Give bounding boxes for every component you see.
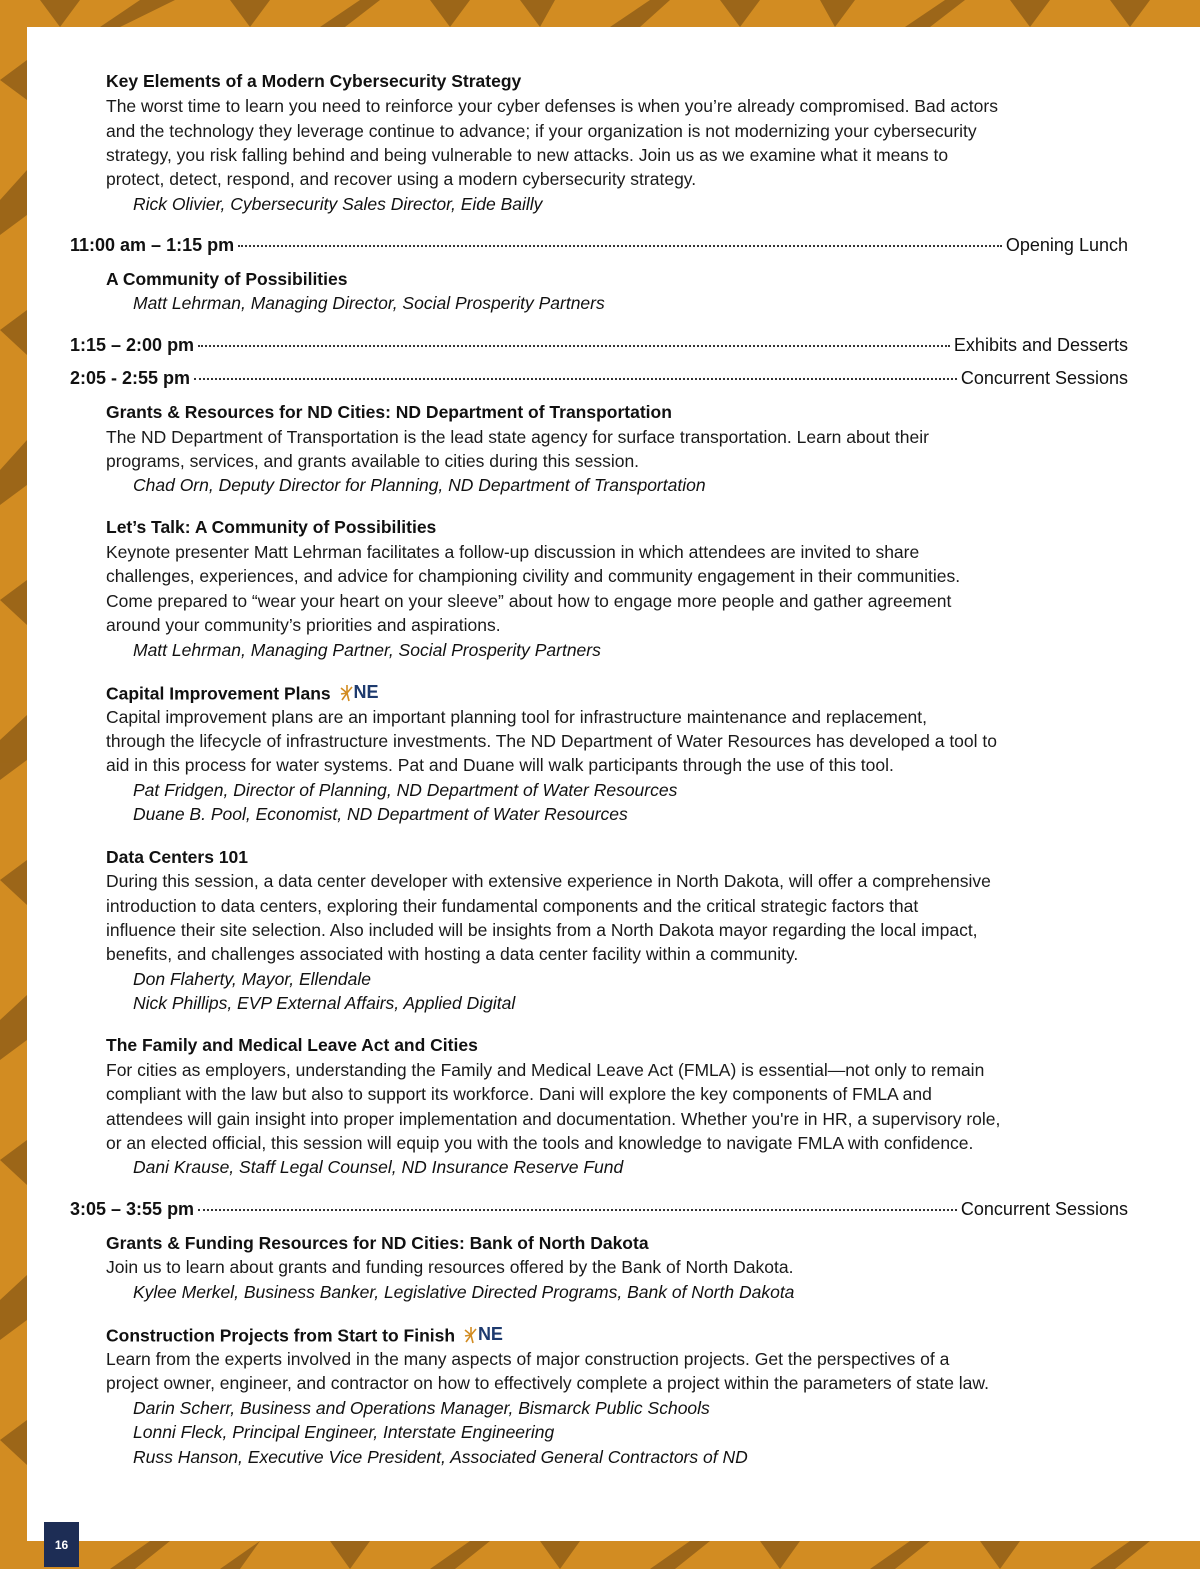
session-description-line: Learn from the experts involved in the many aspects of major construction projects. Get the perspectives of a	[106, 1349, 950, 1369]
session-title-row	[106, 1324, 503, 1347]
session-description-line: compliant with the law but also to support its workforce. Dani will explore the key components of FMLA and	[106, 1084, 932, 1104]
session-speaker: Matt Lehrman, Managing Partner, Social Prosperity Partners	[133, 640, 601, 660]
session-title: Grants & Funding Resources for ND Cities: Bank of North Dakota	[106, 1233, 649, 1253]
session-description-line: The ND Department of Transportation is the lead state agency for surface transportation. Learn about their	[106, 427, 929, 447]
page-number: 16	[44, 1522, 79, 1567]
schedule-time-row	[70, 368, 1128, 392]
session-description-line: project owner, engineer, and contractor on how to effectively complete a project within the parameters of state law.	[106, 1373, 989, 1393]
ne-badge	[340, 682, 379, 703]
session-description-line: benefits, and challenges associated with hosting a data center facility within a community.	[106, 944, 799, 964]
dot-leader	[198, 1209, 957, 1211]
session-speaker: Dani Krause, Staff Legal Counsel, ND Insurance Reserve Fund	[133, 1157, 624, 1177]
session-description-line: aid in this process for water systems. Pat and Duane will walk participants through the use of this tool.	[106, 755, 894, 775]
session-speaker: Chad Orn, Deputy Director for Planning, ND Department of Transportation	[133, 475, 706, 495]
session-speaker: Lonni Fleck, Principal Engineer, Interstate Engineering	[133, 1422, 555, 1442]
session-speaker: Matt Lehrman, Managing Director, Social Prosperity Partners	[133, 293, 605, 313]
session-description-line: programs, services, and grants available to cities during this session.	[106, 451, 640, 471]
sunburst-icon	[340, 684, 354, 702]
program-page	[27, 27, 1200, 1541]
session-description-line: around your community’s priorities and aspirations.	[106, 615, 501, 635]
session-speaker: Pat Fridgen, Director of Planning, ND Department of Water Resources	[133, 780, 678, 800]
session-description-line: For cities as employers, understanding the Family and Medical Leave Act (FMLA) is essential—not only to remain	[106, 1060, 985, 1080]
session-speaker: Duane B. Pool, Economist, ND Department of Water Resources	[133, 804, 628, 824]
session-speaker: Kylee Merkel, Business Banker, Legislative Directed Programs, Bank of North Dakota	[133, 1282, 795, 1302]
session-description-line: Come prepared to “wear your heart on your sleeve” about how to engage more people and gather agreement	[106, 591, 952, 611]
session-title: A Community of Possibilities	[106, 269, 348, 289]
session-description-line: influence their site selection. Also included will be insights from a North Dakota mayor regarding the local impact,	[106, 920, 978, 940]
session-description-line: Capital improvement plans are an important planning tool for infrastructure maintenance and replacement,	[106, 707, 928, 727]
session-speaker: Russ Hanson, Executive Vice President, Associated General Contractors of ND	[133, 1447, 748, 1467]
session-title: Key Elements of a Modern Cybersecurity Strategy	[106, 71, 522, 91]
schedule-time-row	[70, 1199, 1128, 1223]
session-description-line: through the lifecycle of infrastructure investments. The ND Department of Water Resources has developed a tool to	[106, 731, 997, 751]
time-slot-label: Concurrent Sessions	[960, 1199, 1128, 1219]
dot-leader	[198, 345, 950, 347]
session-title: Grants & Resources for ND Cities: ND Department of Transportation	[106, 402, 672, 422]
time-slot: 2:05 - 2:55 pm	[70, 368, 191, 388]
ne-badge-text: NE	[353, 682, 379, 702]
dot-leader	[194, 378, 957, 380]
time-slot: 11:00 am – 1:15 pm	[70, 235, 235, 255]
time-slot-label: Exhibits and Desserts	[953, 335, 1128, 355]
session-title: Let’s Talk: A Community of Possibilities	[106, 517, 437, 537]
session-description-line: introduction to data centers, exploring their fundamental components and the critical strategic factors that	[106, 896, 919, 916]
time-slot: 3:05 – 3:55 pm	[70, 1199, 195, 1219]
session-speaker: Don Flaherty, Mayor, Ellendale	[133, 969, 371, 989]
session-description-line: attendees will gain insight into proper implementation and documentation. Whether you're in HR, a supervisory role,	[106, 1109, 1001, 1129]
session-title: Capital Improvement Plans	[106, 683, 331, 704]
session-description-line: Join us to learn about grants and funding resources offered by the Bank of North Dakota.	[106, 1257, 794, 1277]
time-slot: 1:15 – 2:00 pm	[70, 335, 195, 355]
session-title: Construction Projects from Start to Finish	[106, 1325, 456, 1346]
schedule-time-row	[70, 335, 1128, 359]
session-description-line: challenges, experiences, and advice for championing civility and community engagement in their communities.	[106, 566, 961, 586]
session-description-line: protect, detect, respond, and recover using a modern cybersecurity strategy.	[106, 169, 697, 189]
session-description-line: Keynote presenter Matt Lehrman facilitates a follow-up discussion in which attendees are invited to share	[106, 542, 920, 562]
schedule-time-row	[70, 235, 1128, 259]
dot-leader	[238, 245, 1002, 247]
time-slot-label: Concurrent Sessions	[960, 368, 1128, 388]
sunburst-icon	[464, 1326, 478, 1344]
session-speaker: Nick Phillips, EVP External Affairs, Applied Digital	[133, 993, 516, 1013]
ne-badge	[464, 1324, 503, 1345]
session-title: The Family and Medical Leave Act and Cities	[106, 1035, 478, 1055]
ne-badge-text: NE	[477, 1324, 503, 1344]
session-speaker: Rick Olivier, Cybersecurity Sales Director, Eide Bailly	[133, 194, 543, 214]
session-description-line: or an elected official, this session will equip you with the tools and knowledge to navigate FMLA with confidence.	[106, 1133, 974, 1153]
session-title-row	[106, 682, 379, 705]
time-slot-label: Opening Lunch	[1005, 235, 1128, 255]
session-speaker: Darin Scherr, Business and Operations Manager, Bismarck Public Schools	[133, 1398, 710, 1418]
session-title: Data Centers 101	[106, 847, 249, 867]
session-description-line: and the technology they leverage continue to advance; if your organization is not modernizing your cybersecurity	[106, 121, 977, 141]
session-description-line: During this session, a data center developer with extensive experience in North Dakota, will offer a comprehensive	[106, 871, 991, 891]
session-description-line: The worst time to learn you need to reinforce your cyber defenses is when you’re already compromised. Bad actors	[106, 96, 998, 116]
session-description-line: strategy, you risk falling behind and being vulnerable to new attacks. Join us as we examine what it means to	[106, 145, 949, 165]
